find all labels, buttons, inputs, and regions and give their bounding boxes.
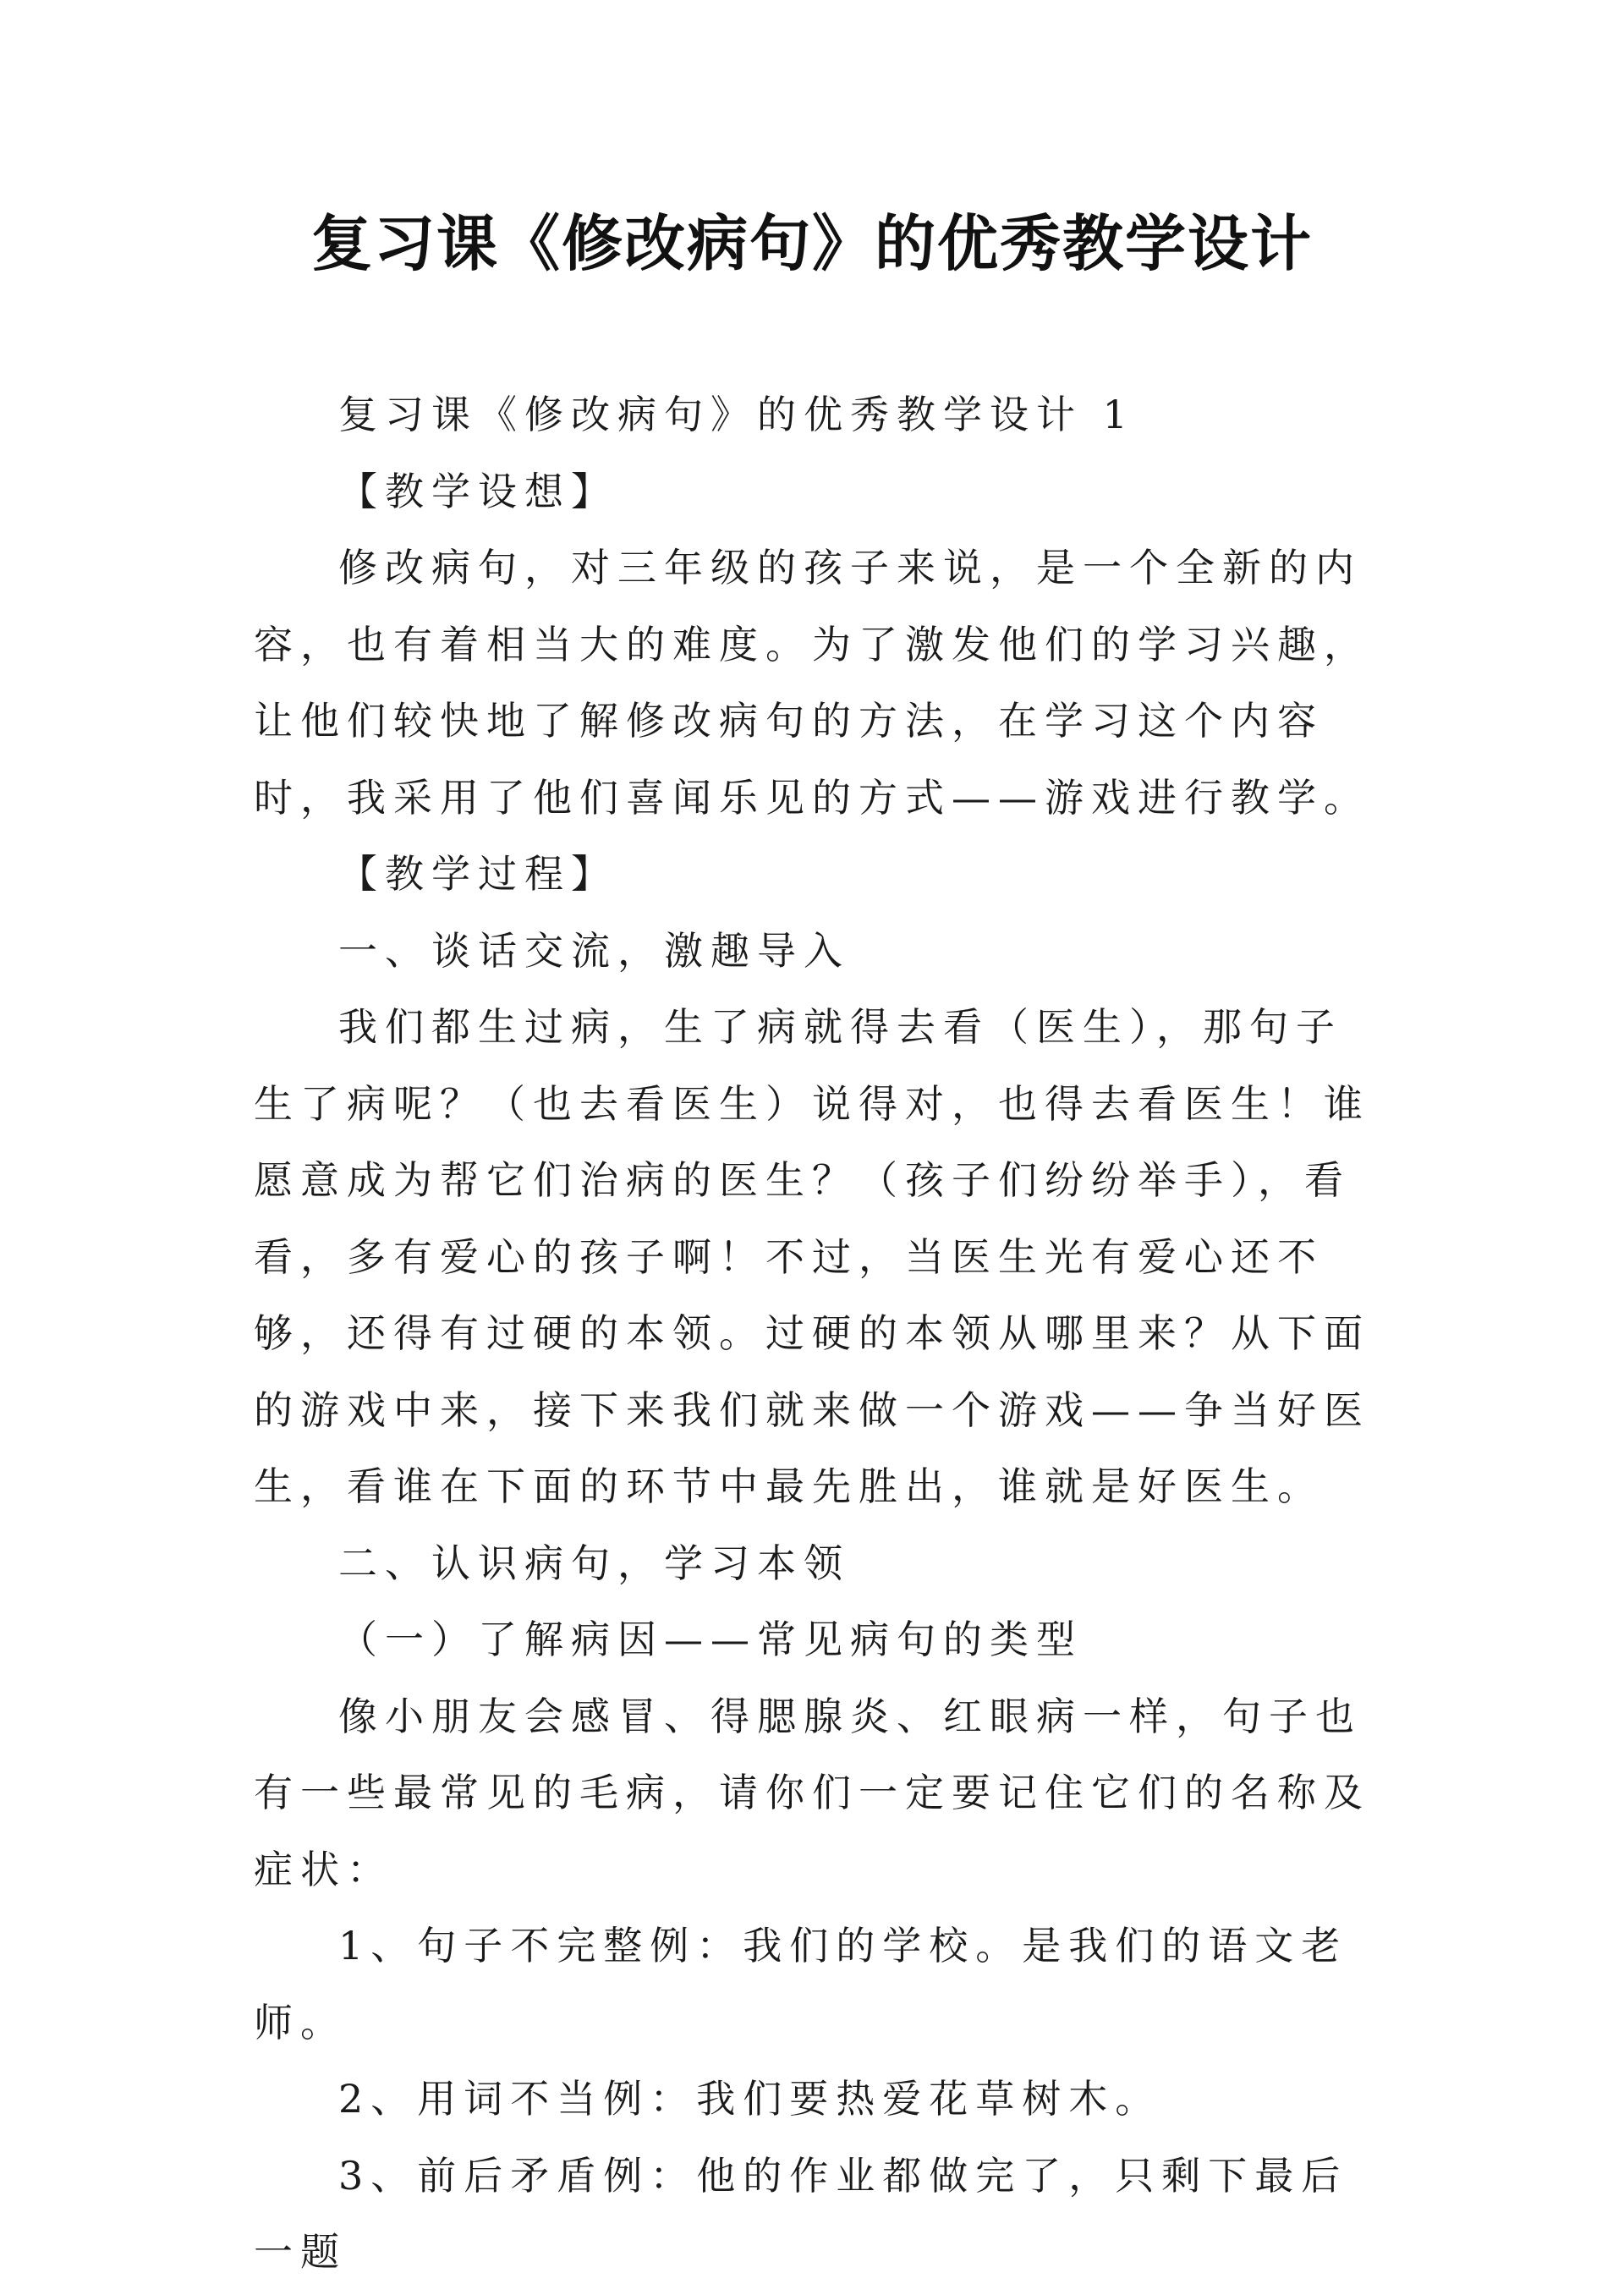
paragraph: 修改病句，对三年级的孩子来说，是一个全新的内容，也有着相当大的难度。为了激发他们的学习兴趣，让他们较快地了解修改病句的方法，在学习这个内容时，我采用了他们喜闻乐见的方式——游戏进行教学。 [254, 545, 1370, 821]
paragraph: 像小朋友会感冒、得腮腺炎、红眼病一样，句子也有一些最常见的毛病，请你们一定要记住它们的名称及症状： [254, 1693, 1370, 1892]
paragraph: 我们都生过病，生了病就得去看（医生），那句子生了病呢？（也去看医生）说得对，也得去看医生！谁愿意成为帮它们治病的医生？（孩子们纷纷举手），看看，多有爱心的孩子啊！不过，当医生光有爱心还不够，还得有过硬的本领。过硬的本领从哪里来？从下面的游戏中来，接下来我们就来做一个游戏——争当好医生，看谁在下面的环节中最先胜出，谁就是好医生。 [254, 1004, 1370, 1509]
document-body [254, 376, 1379, 2291]
paragraph-step-heading: 一、谈话交流，激趣导入 [338, 927, 850, 974]
paragraph-section-heading: 【教学设想】 [338, 468, 617, 514]
paragraph-step-heading: 二、认识病句，学习本领 [338, 1540, 850, 1586]
paragraph-sub-heading: （一）了解病因——常见病句的类型 [338, 1617, 1083, 1662]
list-item: 3、前后矛盾例：他的作业都做完了，只剩下最后一题 [254, 2152, 1348, 2275]
document-title: 复习课《修改病句》的优秀教学设计 [310, 208, 1313, 279]
paragraph-section-heading: 【教学过程】 [338, 851, 617, 897]
paragraph-subtitle: 复习课《修改病句》的优秀教学设计 1 [338, 392, 1135, 437]
list-item: 1、句子不完整例：我们的学校。是我们的语文老师。 [254, 1923, 1348, 2045]
list-item: 2、用词不当例：我们要热爱花草树木。 [338, 2076, 1162, 2122]
